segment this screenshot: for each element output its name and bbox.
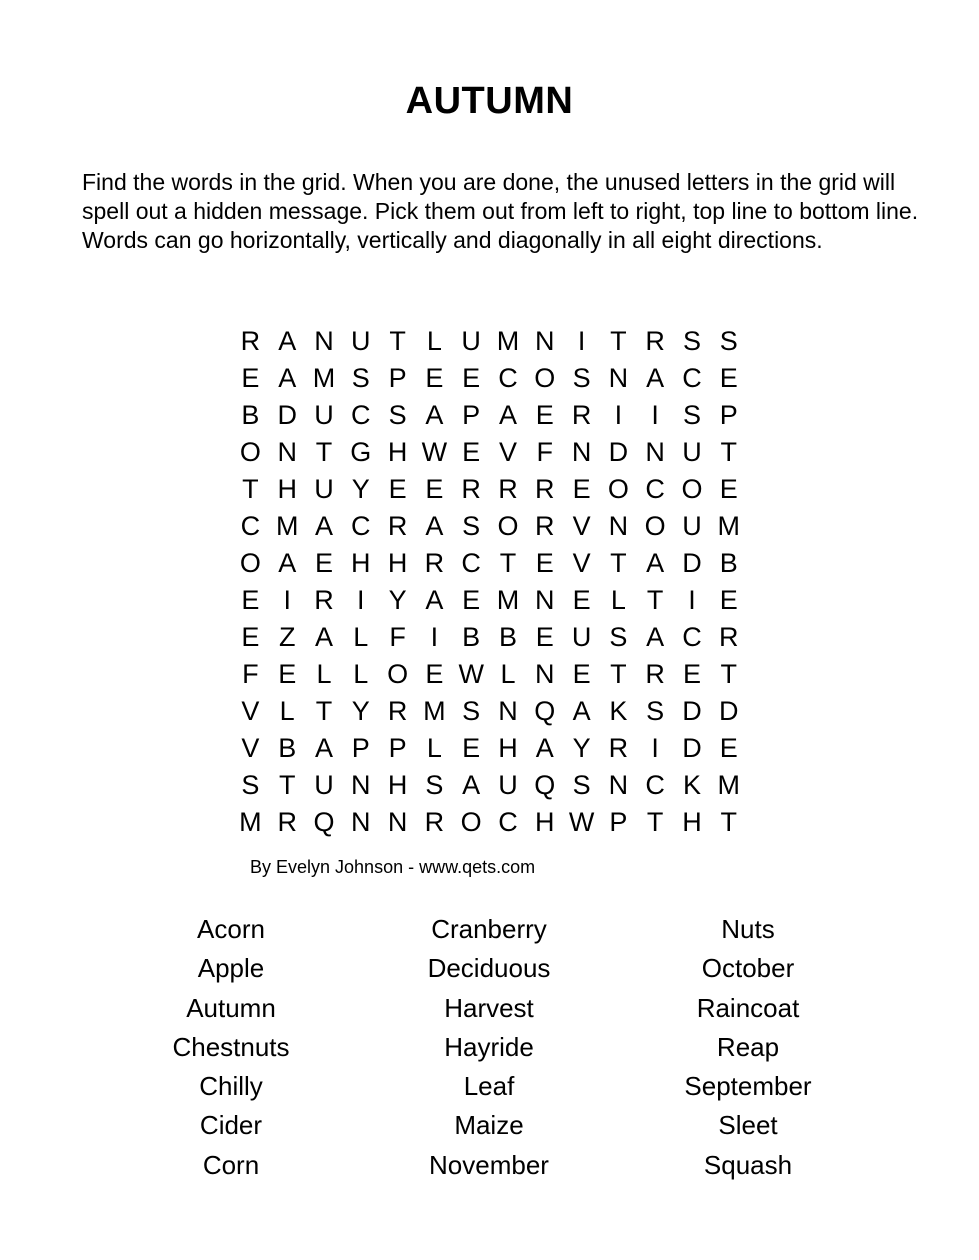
grid-cell: U — [461, 326, 481, 356]
grid-cell: E — [278, 659, 297, 689]
grid-cell: E — [535, 400, 554, 430]
grid-cell: N — [351, 807, 371, 837]
grid-cell: Q — [534, 696, 556, 726]
grid-cell: U — [498, 770, 518, 800]
grid-cell: Y — [572, 733, 591, 763]
word-item: Hayride — [444, 1031, 534, 1062]
grid-cell: M — [496, 326, 520, 356]
grid-cell: N — [535, 326, 555, 356]
grid-cell: C — [498, 807, 518, 837]
grid-row — [232, 360, 747, 397]
grid-cell: T — [720, 807, 737, 837]
grid-cell: A — [462, 770, 481, 800]
instructions: Find the words in the grid. When you are done, the unused letters in the grid will spell out a hidden message. Pick them out from left to right, top line to bottom line. Words can go horizontally, vertically and diagonally in all eight directions. — [82, 169, 919, 253]
grid-cell: E — [241, 622, 260, 652]
word-item: November — [429, 1149, 549, 1180]
word-list-column-3 — [618, 910, 878, 1185]
grid-cell: A — [278, 326, 297, 356]
grid-cell: A — [314, 622, 333, 652]
word-item: Chilly — [199, 1071, 263, 1102]
grid-cell: A — [646, 548, 665, 578]
grid-cell: C — [682, 363, 702, 393]
grid-cell: Q — [534, 770, 556, 800]
word-item: Cranberry — [431, 914, 547, 944]
grid-cell: N — [535, 585, 555, 615]
grid-cell: I — [430, 622, 439, 652]
grid-cell: T — [610, 659, 627, 689]
word-item: Corn — [202, 1149, 260, 1180]
grid-cell: S — [388, 400, 407, 430]
grid-cell: W — [568, 807, 595, 837]
grid-cell: U — [314, 400, 334, 430]
page-title: AUTUMN — [405, 80, 574, 122]
grid-cell: S — [682, 400, 701, 430]
grid-cell: E — [719, 474, 738, 504]
grid-cell: S — [572, 363, 591, 393]
grid-cell: M — [717, 770, 740, 800]
grid-cell: N — [645, 437, 665, 467]
grid-cell: N — [608, 511, 629, 541]
grid-cell: F — [389, 622, 406, 652]
grid-cell: S — [682, 326, 701, 356]
grid-cell: P — [609, 807, 628, 837]
grid-cell: U — [351, 326, 371, 356]
grid-cell: E — [462, 437, 481, 467]
grid-cell: D — [719, 696, 739, 726]
grid-cell: A — [498, 400, 517, 430]
word-item: Harvest — [444, 992, 534, 1023]
grid-cell: R — [387, 696, 408, 726]
grid-cell: O — [387, 659, 409, 689]
grid-cell: L — [426, 326, 442, 356]
grid-cell: V — [241, 733, 260, 763]
grid-cell: A — [425, 585, 444, 615]
grid-cell: R — [424, 807, 445, 837]
grid-cell: T — [610, 326, 627, 356]
grid-cell: Y — [351, 474, 370, 504]
grid-cell: E — [719, 363, 738, 393]
grid-row — [232, 397, 747, 434]
grid-cell: E — [719, 585, 738, 615]
grid-cell: O — [239, 437, 261, 467]
grid-cell: M — [423, 696, 446, 726]
grid-cell: V — [572, 548, 591, 578]
grid-cell: L — [353, 659, 369, 689]
grid-cell: V — [572, 511, 591, 541]
grid-cell: E — [462, 733, 481, 763]
word-item: September — [684, 1071, 812, 1102]
grid-cell: E — [314, 548, 333, 578]
grid-cell: P — [388, 733, 407, 763]
word-item: Chestnuts — [172, 1031, 290, 1062]
grid-cell: K — [682, 770, 701, 800]
grid-cell: E — [425, 474, 444, 504]
grid-cell: N — [351, 770, 371, 800]
word-item: Raincoat — [696, 992, 800, 1023]
grid-cell: T — [720, 659, 737, 689]
grid-cell: L — [353, 622, 369, 652]
grid-cell: T — [315, 437, 333, 467]
grid-cell: H — [351, 548, 371, 578]
grid-cell: C — [351, 400, 371, 430]
grid-cell: E — [682, 659, 701, 689]
grid-cell: I — [651, 733, 659, 763]
grid-cell: O — [681, 474, 703, 504]
grid-cell: A — [535, 733, 554, 763]
grid-cell: P — [719, 400, 738, 430]
grid-cell: R — [645, 326, 665, 356]
grid-cell: H — [277, 474, 297, 504]
grid-cell: K — [609, 696, 628, 726]
grid-cell: C — [498, 363, 518, 393]
grid-cell: A — [278, 363, 297, 393]
grid-cell: B — [498, 622, 517, 652]
grid-cell: N — [608, 363, 629, 393]
grid-cell: W — [458, 659, 484, 689]
grid-cell: E — [572, 474, 591, 504]
grid-cell: O — [607, 474, 629, 504]
grid-row — [232, 508, 747, 545]
grid-cell: C — [351, 511, 371, 541]
grid-cell: N — [387, 807, 408, 837]
grid-cell: T — [499, 548, 517, 578]
grid-cell: B — [241, 400, 260, 430]
grid-cell: C — [645, 770, 665, 800]
grid-cell: T — [278, 770, 296, 800]
grid-row — [232, 323, 747, 360]
grid-cell: E — [719, 733, 738, 763]
grid-cell: U — [571, 622, 592, 652]
grid-cell: D — [682, 696, 702, 726]
grid-cell: B — [278, 733, 297, 763]
grid-cell: U — [314, 474, 334, 504]
grid-cell: A — [314, 733, 333, 763]
grid-cell: I — [577, 326, 586, 356]
grid-cell: Q — [313, 807, 335, 837]
grid-cell: C — [240, 511, 261, 541]
grid-cell: C — [461, 548, 481, 578]
grid-row — [232, 656, 747, 693]
grid-cell: S — [462, 696, 481, 726]
grid-cell: N — [314, 326, 334, 356]
grid-cell: L — [316, 659, 332, 689]
grid-cell: P — [351, 733, 370, 763]
grid-cell: S — [241, 770, 260, 800]
grid-cell: O — [644, 511, 666, 541]
grid-cell: E — [572, 659, 591, 689]
word-item: Squash — [703, 1149, 793, 1180]
grid-cell: I — [357, 585, 365, 615]
word-item: Nuts — [721, 914, 775, 944]
grid-cell: E — [425, 659, 444, 689]
grid-cell: H — [535, 807, 555, 837]
grid-cell: U — [682, 511, 702, 541]
grid-cell: N — [277, 437, 297, 467]
credit-line: By Evelyn Johnson - www.qets.com — [250, 857, 536, 877]
word-item: Sleet — [718, 1110, 778, 1141]
grid-cell: A — [646, 622, 665, 652]
grid-cell: R — [498, 474, 518, 504]
grid-cell: H — [387, 437, 408, 467]
grid-cell: R — [461, 474, 481, 504]
grid-cell: N — [498, 696, 518, 726]
grid-cell: B — [719, 548, 738, 578]
grid-cell: M — [239, 807, 262, 837]
grid-cell: S — [646, 696, 665, 726]
grid-row — [232, 767, 747, 804]
grid-cell: O — [497, 511, 519, 541]
grid-cell: E — [572, 585, 591, 615]
grid-cell: R — [645, 659, 665, 689]
word-item: Deciduous — [427, 953, 551, 984]
grid-cell: P — [462, 400, 481, 430]
grid-cell: N — [571, 437, 592, 467]
grid-cell: T — [646, 807, 664, 837]
grid-cell: O — [460, 807, 482, 837]
grid-cell: G — [350, 437, 372, 467]
grid-cell: V — [241, 696, 260, 726]
grid-cell: C — [682, 622, 702, 652]
grid-cell: S — [719, 326, 738, 356]
word-item: Cider — [199, 1110, 263, 1141]
grid-cell: E — [462, 363, 481, 393]
grid-cell: E — [535, 548, 554, 578]
grid-cell: R — [535, 511, 555, 541]
grid-cell: M — [312, 363, 336, 393]
letter-grid — [232, 323, 747, 841]
grid-cell: M — [275, 511, 299, 541]
grid-cell: I — [283, 585, 291, 615]
grid-cell: E — [388, 474, 407, 504]
grid-cell: A — [425, 400, 444, 430]
grid-cell: L — [610, 585, 626, 615]
grid-cell: L — [426, 733, 442, 763]
grid-cell: E — [241, 363, 260, 393]
grid-cell: P — [388, 363, 407, 393]
grid-cell: N — [535, 659, 555, 689]
grid-cell: F — [536, 437, 554, 467]
grid-cell: A — [425, 511, 444, 541]
grid-cell: L — [500, 659, 516, 689]
grid-cell: W — [421, 437, 448, 467]
grid-cell: M — [717, 511, 740, 541]
grid-cell: T — [315, 696, 333, 726]
grid-cell: Y — [388, 585, 407, 615]
word-item: Leaf — [463, 1071, 515, 1102]
grid-cell: R — [571, 400, 592, 430]
word-item: October — [701, 953, 795, 984]
grid-cell: H — [498, 733, 518, 763]
grid-cell: B — [462, 622, 481, 652]
word-list-column-1 — [101, 910, 361, 1185]
grid-cell: R — [314, 585, 334, 615]
grid-cell: U — [314, 770, 334, 800]
grid-row — [232, 545, 747, 582]
grid-row — [232, 730, 747, 767]
grid-cell: I — [651, 400, 659, 430]
grid-cell: D — [682, 733, 702, 763]
grid-cell: D — [277, 400, 297, 430]
grid-cell: I — [688, 585, 696, 615]
grid-cell: R — [240, 326, 261, 356]
grid-cell: Z — [278, 622, 296, 652]
grid-cell: F — [242, 659, 259, 689]
grid-row — [232, 619, 747, 656]
grid-cell: S — [425, 770, 444, 800]
grid-row — [232, 434, 747, 471]
grid-cell: S — [351, 363, 370, 393]
grid-cell: Y — [351, 696, 370, 726]
word-item: Reap — [716, 1031, 780, 1062]
grid-cell: A — [646, 363, 665, 393]
grid-cell: T — [242, 474, 259, 504]
word-item: Apple — [197, 953, 265, 984]
grid-cell: I — [614, 400, 623, 430]
word-list-column-2 — [359, 910, 619, 1185]
grid-cell: R — [387, 511, 408, 541]
grid-cell: R — [608, 733, 629, 763]
grid-cell: T — [646, 585, 664, 615]
grid-cell: M — [496, 585, 520, 615]
grid-cell: A — [572, 696, 591, 726]
word-item: Autumn — [186, 992, 276, 1023]
grid-cell: E — [241, 585, 260, 615]
word-item: Acorn — [197, 914, 265, 944]
grid-cell: R — [535, 474, 555, 504]
grid-cell: H — [387, 548, 408, 578]
grid-cell: A — [278, 548, 297, 578]
grid-cell: S — [609, 622, 628, 652]
grid-cell: S — [572, 770, 591, 800]
grid-cell: U — [682, 437, 702, 467]
grid-cell: R — [277, 807, 297, 837]
grid-cell: H — [682, 807, 702, 837]
grid-cell: C — [645, 474, 665, 504]
grid-cell: S — [462, 511, 481, 541]
word-item: Maize — [454, 1110, 524, 1141]
grid-row — [232, 693, 747, 730]
grid-cell: O — [534, 363, 556, 393]
grid-cell: L — [279, 696, 295, 726]
grid-cell: V — [498, 437, 517, 467]
grid-cell: H — [387, 770, 408, 800]
grid-row — [232, 471, 747, 508]
grid-cell: T — [610, 548, 627, 578]
grid-cell: E — [535, 622, 554, 652]
grid-cell: N — [608, 770, 629, 800]
grid-cell: E — [462, 585, 481, 615]
grid-cell: T — [720, 437, 737, 467]
grid-cell: R — [424, 548, 445, 578]
grid-cell: D — [608, 437, 629, 467]
grid-cell: A — [314, 511, 333, 541]
grid-cell: R — [719, 622, 739, 652]
grid-cell: O — [239, 548, 261, 578]
grid-row — [232, 582, 747, 619]
grid-cell: E — [425, 363, 444, 393]
grid-cell: D — [682, 548, 702, 578]
grid-cell: T — [389, 326, 406, 356]
grid-row — [232, 804, 747, 841]
